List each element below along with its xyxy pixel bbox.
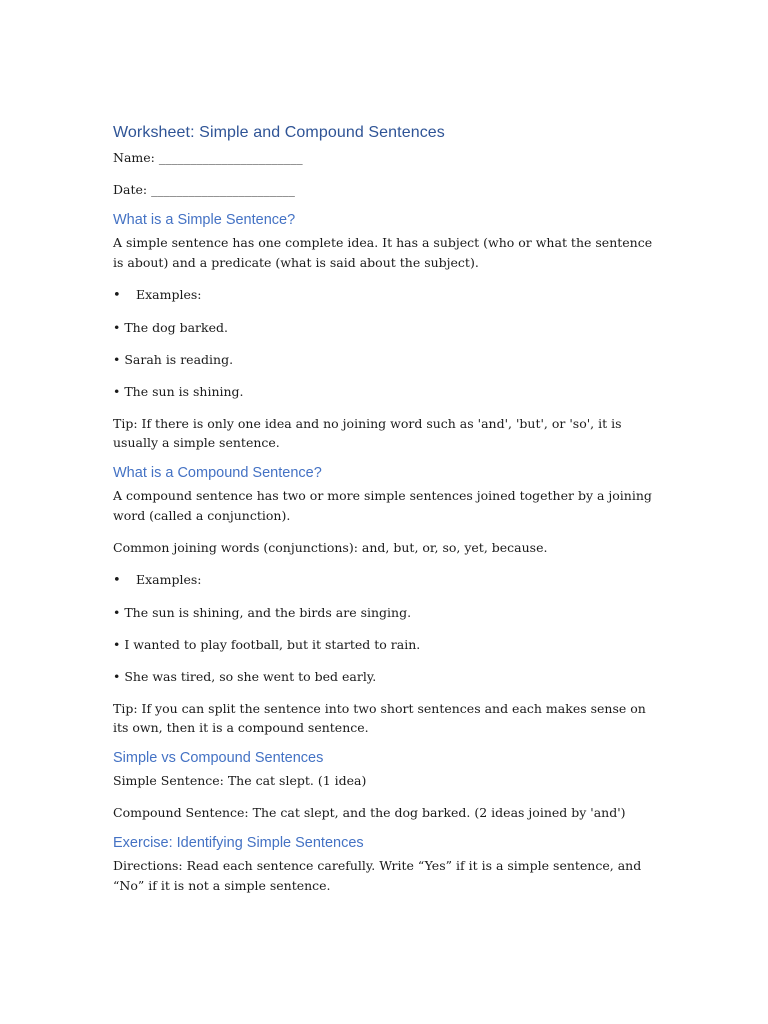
bullet-icon: • bbox=[113, 287, 121, 303]
bullet-icon: • bbox=[113, 572, 121, 588]
compound-sentence-intro: A compound sentence has two or more simple sentences joined together by a joining word (called a conjunction). bbox=[113, 488, 652, 523]
conjunctions-line: Common joining words (conjunctions): and, but, or, so, yet, because. bbox=[113, 539, 548, 555]
simple-example-3: • The sun is shining. bbox=[113, 383, 244, 399]
exercise-heading: Exercise: Identifying Simple Sentences bbox=[113, 835, 364, 851]
simple-sentence-heading: What is a Simple Sentence? bbox=[113, 212, 296, 228]
simple-sentence-tip: Tip: If there is only one idea and no joining word such as 'and', 'but', or 'so', it is usually a simple sentence. bbox=[113, 415, 622, 450]
examples-label: Examples: bbox=[136, 286, 202, 302]
simple-examples-label bbox=[113, 285, 658, 306]
exercise-directions: Directions: Read each sentence carefully. Write “Yes” if it is a simple sentence, and “No” if it is not a simple sentence. bbox=[113, 858, 642, 893]
comparison-heading: Simple vs Compound Sentences bbox=[113, 750, 324, 766]
examples-label: Examples: bbox=[136, 571, 202, 587]
compound-example-1: • The sun is shining, and the birds are singing. bbox=[113, 604, 412, 620]
simple-sentence-intro: A simple sentence has one complete idea. It has a subject (who or what the sentence is about) and a predicate (what is said about the subject). bbox=[113, 235, 653, 270]
document-body bbox=[113, 124, 658, 908]
name-field-line: Name: _______________________ bbox=[113, 150, 303, 165]
compound-examples-label bbox=[113, 570, 658, 591]
compound-example-2: • I wanted to play football, but it started to rain. bbox=[113, 636, 421, 652]
comparison-simple: Simple Sentence: The cat slept. (1 idea) bbox=[113, 773, 367, 788]
comparison-compound: Compound Sentence: The cat slept, and the dog barked. (2 ideas joined by 'and') bbox=[113, 805, 626, 820]
worksheet-title: Worksheet: Simple and Compound Sentences bbox=[113, 124, 445, 141]
date-field-line: Date: _______________________ bbox=[113, 182, 295, 197]
simple-example-2: • Sarah is reading. bbox=[113, 351, 234, 367]
compound-sentence-tip: Tip: If you can split the sentence into two short sentences and each makes sense on its own, then it is a compound sentence. bbox=[113, 700, 646, 735]
compound-example-3: • She was tired, so she went to bed early. bbox=[113, 668, 377, 684]
simple-example-1: • The dog barked. bbox=[113, 319, 228, 335]
compound-sentence-heading: What is a Compound Sentence? bbox=[113, 465, 322, 481]
